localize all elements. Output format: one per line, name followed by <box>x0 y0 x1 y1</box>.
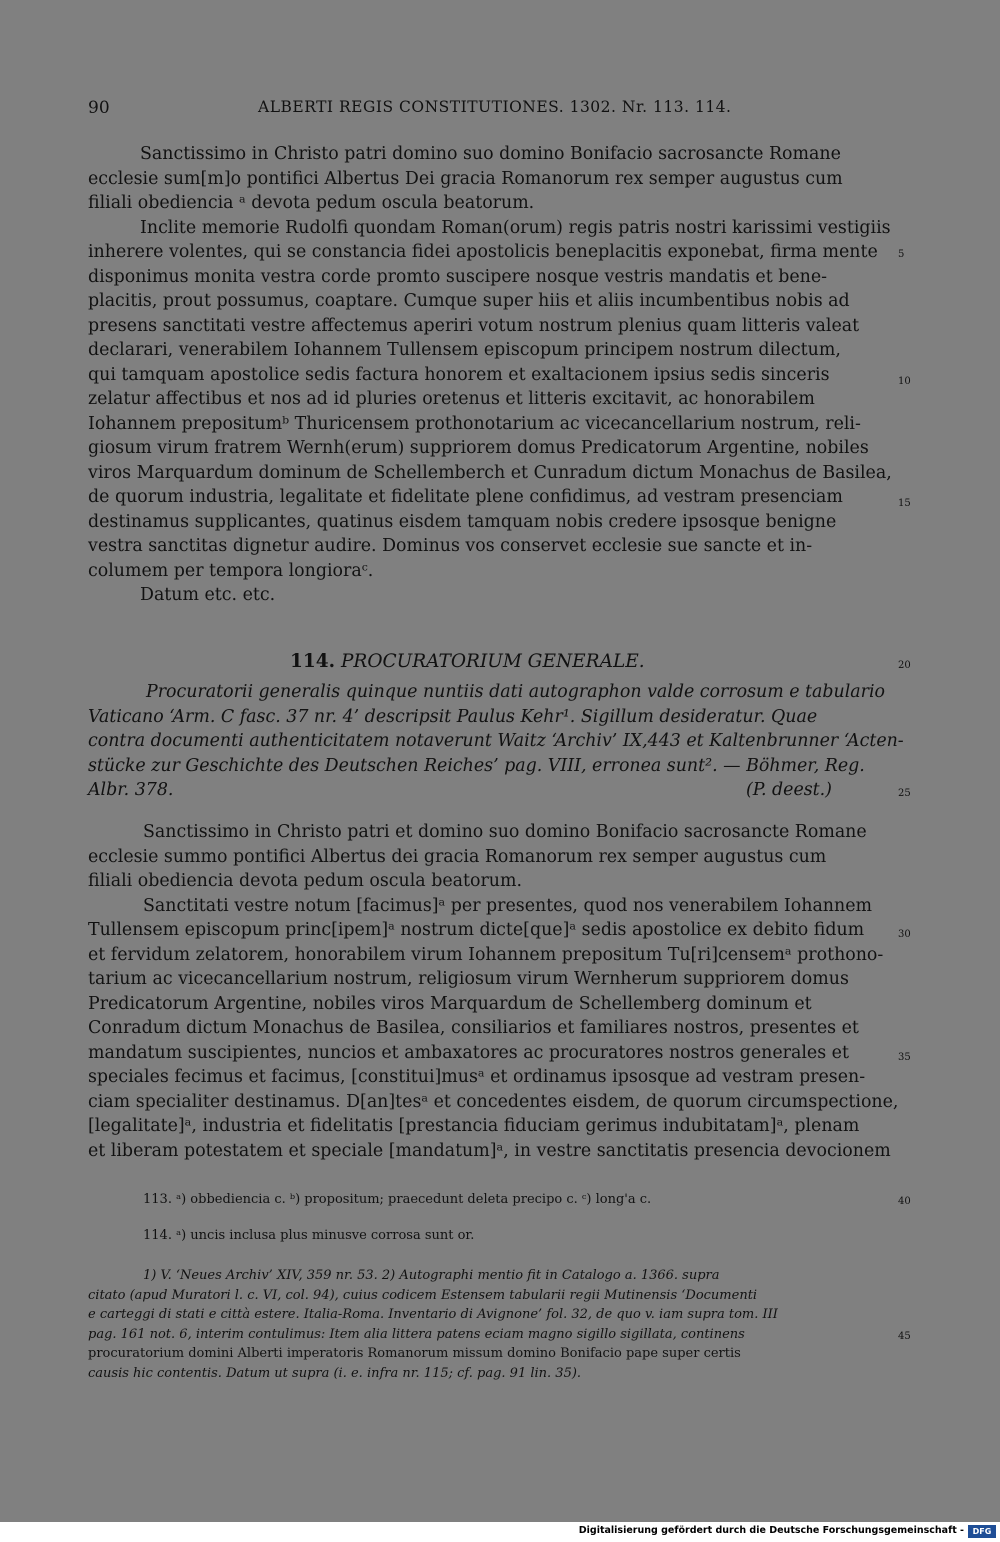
footnote-line: 1) V. ‘Neues Archiv’ XIV, 359 nr. 53. 2) Autographi mentio fit in Catalogo a. 1366. supra <box>143 1268 720 1283</box>
text-line: filiali obediencia devota pedum oscula beatorum. <box>88 871 522 891</box>
text-line: Datum etc. etc. <box>140 585 276 605</box>
heading-title: PROCURATORIUM GENERALE. <box>340 651 645 672</box>
text-line: zelatur affectibus et nos ad id pluries oretenus et litteris excitavit, ac honorabilem <box>88 389 815 409</box>
dfg-logo-icon: DFG <box>968 1525 996 1538</box>
text-line: ecclesie sum[m]o pontifici Albertus Dei gracia Romanorum rex semper augustus cum <box>88 168 843 189</box>
footnote-line: pag. 161 not. 6, interim contulimus: Item alia littera patens eciam magno sigillo sigillata, continens <box>88 1326 745 1342</box>
footer-credit: Digitalisierung gefördert durch die Deutsche Forschungsgemeinschaft - <box>578 1525 964 1536</box>
intro-line: Vaticano ‘Arm. C fasc. 37 nr. 4’ descripsit Paulus Kehr¹. Sigillum desideratur. Quae <box>88 706 818 727</box>
footnote-line: procuratorium domini Alberti imperatoris Romanorum missum domino Bonifacio pape super certis <box>88 1346 741 1361</box>
page-number: 90 <box>88 98 110 118</box>
footnote-line: citato (apud Muratori l. c. VI, col. 94), cuius codicem Estensem tabularii regii Mutinensis ‘Documenti <box>88 1287 758 1303</box>
text-line: placitis, prout possumus, coaptare. Cumque super hiis et aliis incumbentibus nobis ad <box>88 291 850 311</box>
text-line: et liberam potestatem et speciale [mandatum]ᵃ, in vestre sanctitatis presencia devocionem <box>88 1140 891 1161</box>
intro-note: (P. deest.) <box>746 780 832 800</box>
text-line: Sanctitati vestre notum [facimus]ᵃ per presentes, quod nos venerabilem Iohannem <box>143 895 872 916</box>
footnote-line: causis hic contentis. Datum ut supra (i. e. infra nr. 115; cf. pag. 91 lin. 35). <box>88 1365 582 1381</box>
text-line: tarium ac vicecancellarium nostrum, religiosum virum Wernherum suppriorem domus <box>88 969 849 989</box>
text-line: viros Marquardum dominum de Schellemberch et Cunradum dictum Monachus de Basilea, <box>88 462 892 483</box>
text-line: speciales fecimus et facimus, [constitui]musᵃ et ordinamus ipsosque ad vestram presen- <box>88 1067 866 1087</box>
text-line: de quorum industria, legalitate et fidelitate plene confidimus, ad vestram presenciam <box>88 487 843 507</box>
line-number: 25 <box>898 788 911 799</box>
text-line: Conradum dictum Monachus de Basilea, consiliarios et familiares nostros, presentes et <box>88 1018 859 1038</box>
text-line: Sanctissimo in Christo patri et domino suo domino Bonifacio sacrosancte Romane <box>143 822 867 842</box>
line-number: 30 <box>898 929 911 940</box>
heading-number: 114. <box>290 651 336 672</box>
line-number: 40 <box>898 1196 911 1207</box>
text-line: giosum virum fratrem Wernh(erum) suppriorem domus Predicatorum Argentine, nobiles <box>88 438 869 458</box>
text-line: Predicatorum Argentine, nobiles viros Marquardum de Schellemberg dominum et <box>88 993 812 1014</box>
text-line: mandatum suscipientes, nuncios et ambaxatores ac procuratores nostros generales et <box>88 1042 849 1063</box>
intro-line: stücke zur Geschichte des Deutschen Reiches’ pag. VIII, erronea sunt². — Böhmer, Reg. <box>88 755 865 776</box>
footer-bar <box>0 1522 1000 1542</box>
page-header <box>88 98 888 122</box>
text-line: Sanctissimo in Christo patri domino suo domino Bonifacio sacrosancte Romane <box>140 144 841 164</box>
text-line: filiali obediencia ᵃ devota pedum oscula beatorum. <box>88 193 535 213</box>
text-line: Iohannem prepositumᵇ Thuricensem prothonotarium ac vicecancellarium nostrum, reli- <box>88 413 861 434</box>
note-113: 113. ᵃ) obbediencia c. ᵇ) propositum; praecedunt deleta precipo c. ᶜ) long'a c. <box>143 1192 652 1207</box>
text-line: Inclite memorie Rudolfi quondam Roman(orum) regis patris nostri karissimi vestigiis <box>140 217 891 238</box>
line-number: 45 <box>898 1331 911 1342</box>
text-line: ciam specialiter destinamus. D[an]tesᵃ et concedentes eisdem, de quorum circumspectione, <box>88 1091 899 1112</box>
line-number: 35 <box>898 1052 911 1063</box>
footnote-line: e carteggi di stati e città estere. Italia-Roma. Inventario di Avignone’ fol. 32, de quo v. iam supra tom. III <box>88 1307 778 1322</box>
intro-line: Albr. 378. <box>88 780 174 800</box>
text-line: et fervidum zelatorem, honorabilem virum Iohannem prepositum Tu[ri]censemᵃ prothono- <box>88 944 884 965</box>
intro-line: contra documenti authenticitatem notaverunt Waitz ‘Archiv’ IX,443 et Kaltenbrunner ‘Acten- <box>88 731 904 751</box>
line-number: 15 <box>898 498 911 509</box>
text-line: ecclesie summo pontifici Albertus dei gracia Romanorum rex semper augustus cum <box>88 846 827 867</box>
text-line: disponimus monita vestra corde promto suscipere nosque vestris mandatis et bene- <box>88 266 828 287</box>
note-114: 114. ᵃ) uncis inclusa plus minusve corrosa sunt or. <box>143 1228 475 1243</box>
text-line: columem per tempora longioraᶜ. <box>88 560 374 581</box>
text-line: presens sanctitati vestre affectemus aperiri votum nostrum plenius quam litteris valeat <box>88 315 860 336</box>
text-line: Tullensem episcopum princ[ipem]ᵃ nostrum dicte[que]ᵃ sedis apostolice ex debito fidum <box>88 920 865 940</box>
text-line: [legalitate]ᵃ, industria et fidelitatis [prestancia fiduciam gerimus indubitatam]ᵃ, plenam <box>88 1116 860 1136</box>
line-number: 10 <box>898 376 911 387</box>
text-line: inherere volentes, qui se constancia fidei apostolicis beneplacitis exponebat, firma mente <box>88 242 878 262</box>
line-number: 5 <box>898 249 905 260</box>
running-head: ALBERTI REGIS CONSTITUTIONES. 1302. Nr. 113. 114. <box>258 98 732 116</box>
intro-line: Procuratorii generalis quinque nuntiis dati autographon valde corrosum e tabulario <box>146 682 886 702</box>
text-line: destinamus supplicantes, quatinus eisdem tamquam nobis credere ipsosque benigne <box>88 511 837 532</box>
text-line: vestra sanctitas dignetur audire. Dominus vos conservet ecclesie sue sancte et in- <box>88 536 813 556</box>
line-number: 20 <box>898 660 911 671</box>
text-line: declarari, venerabilem Iohannem Tullensem episcopum principem nostrum dilectum, <box>88 340 841 360</box>
text-line: qui tamquam apostolice sedis factura honorem et exaltacionem ipsius sedis sinceris <box>88 364 830 385</box>
